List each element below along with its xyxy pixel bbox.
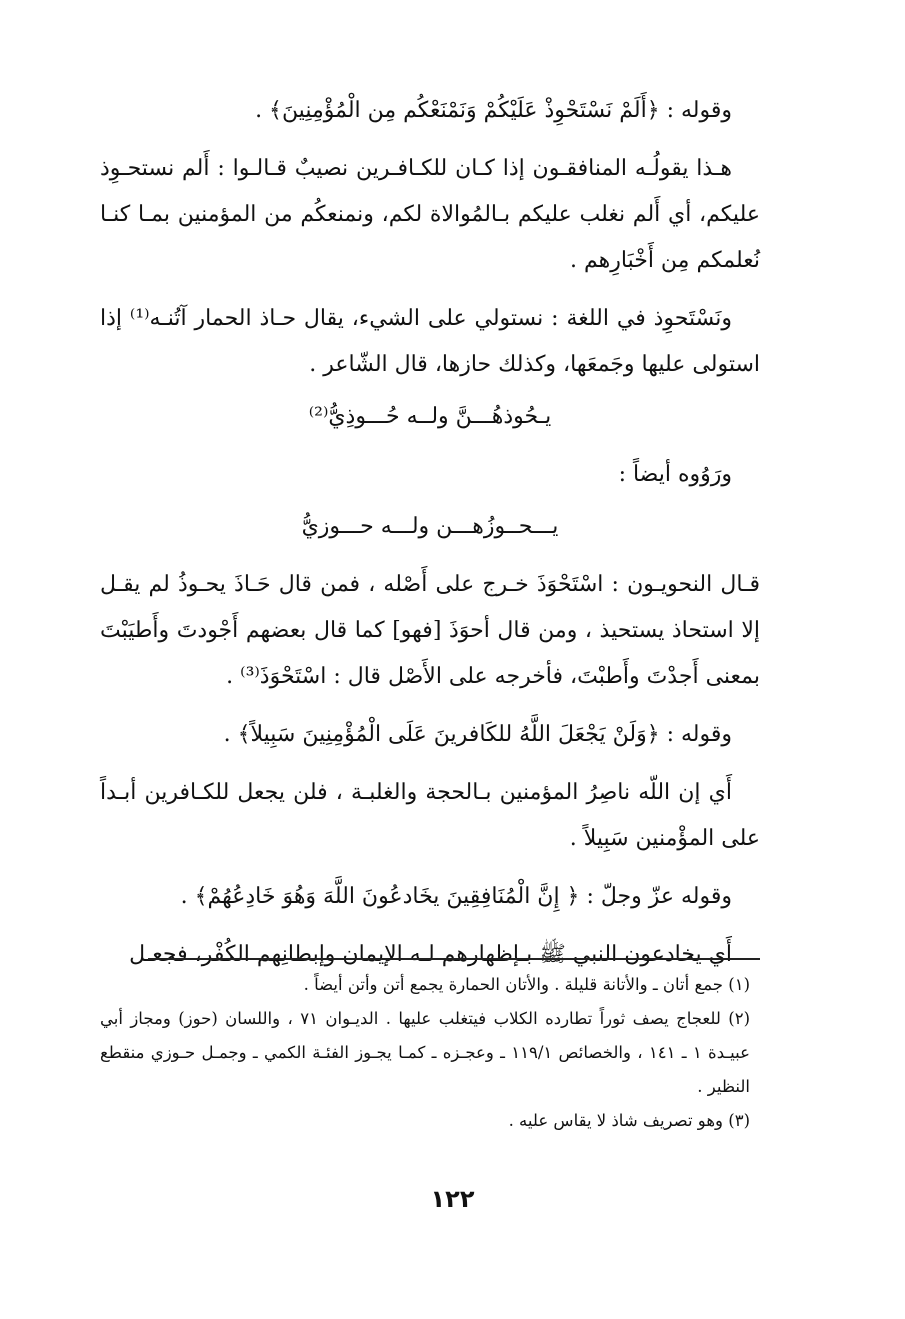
- footnote-2: (٢) للعجاج يصف ثوراً تطارده الكلاب فيتغلب عليها . الديـوان ٧١ ، واللسان (حوز) ومجاز أبي عبيـدة ١ ـ ١٤١ ، والخصائص ١١٩/١ ـ وعجـزه ـ كمـا يجـوز الفئـة الكمي ـ وجمـل حـوزي منقطع النظير .: [100, 1009, 751, 1096]
- footnotes: [100, 968, 750, 1138]
- paragraph-language: ونَسْتَحوِذ في اللغة : نستولي على الشيء، يقال حـاذ الحمار آتُنـه⁽¹⁾ إذا استولى عليها وجَمعَها، وكذلك حازها، قال الشّاعر .: [100, 306, 760, 377]
- footnote-3: (٣) وهو تصريف شاذ لا يقاس عليه .: [508, 1111, 750, 1130]
- quran-verse-3: وقوله عزّ وجلّ : ﴿ إِنَّ الْمُنَافِقِينَ يخَادعُونَ اللَّهَ وَهُوَ خَادِعُهُمْ﴾ .: [180, 884, 732, 909]
- page-number: ١٢٢: [430, 1185, 475, 1213]
- paragraph-explanation-1: هـذا يقولُـه المنافقـون إذا كـان للكـافـرين نصيبٌ قـالـوا : أَلم نستحـوِذ عليكم، أي أَلم نغلب عليكم بـالمُوالاة لكم، ونمنعكُم من المؤمنين بمـا كنـا نُعلمكم مِن أَخْبَارِهم .: [100, 156, 760, 273]
- paragraph-also-narrated: ورَوُوه أيضاً :: [618, 462, 732, 487]
- paragraph-explanation-2: أَي إن اللّه ناصِرُ المؤمنين بـالحجة والغلبـة ، فلن يجعل للكـافرين أبـداً على المؤْمنين سَبِيلاً .: [100, 780, 760, 851]
- paragraph-grammarians: قـال النحويـون : اسْتَحْوَذَ خـرج على أَصْله ، فمن قال حَـاذَ يحـوذُ لم يقـل إلا استحاذ يستحيذ ، ومن قال أحوَذَ [فهو] كما قال بعضهم أَجْودتَ وأَطيَبْتَ بمعنى أَجدْتَ وأَطبْتَ، فأخرجه على الأَصْل قال : اسْتَحْوَذَ⁽³⁾ .: [100, 572, 760, 689]
- quran-verse-1: وقوله : ﴿أَلَمْ نَسْتَحْوِذْ عَلَيْكُمْ وَنَمْنَعْكُم مِن الْمُؤْمِنِينَ﴾ .: [255, 98, 732, 123]
- poetry-line-1: يـحُوذهُـــنَّ ولــه حُـــوذِيُّ⁽²⁾: [308, 404, 552, 429]
- poetry-line-2: يـــحــوزُهـــن ولـــه حـــوزيُّ: [301, 514, 559, 539]
- footnote-divider: [148, 958, 760, 960]
- paragraph-explanation-3: أَي يخادعون النبي ﷺ بـإظهارهم لـه الإيمان وإبطانِهم الكُفْر، فجعـل: [129, 942, 732, 967]
- quran-verse-2: وقوله : ﴿وَلَنْ يَجْعَلَ اللَّهُ للكَافرينَ عَلَى الْمُؤْمِنِينَ سَبِيلاً﴾ .: [223, 722, 732, 747]
- footnote-1: (١) جمع أتان ـ والأتانة قليلة . والأتان الحمارة يجمع أتن وأتن أيضاً .: [303, 975, 750, 994]
- main-text: [100, 88, 760, 990]
